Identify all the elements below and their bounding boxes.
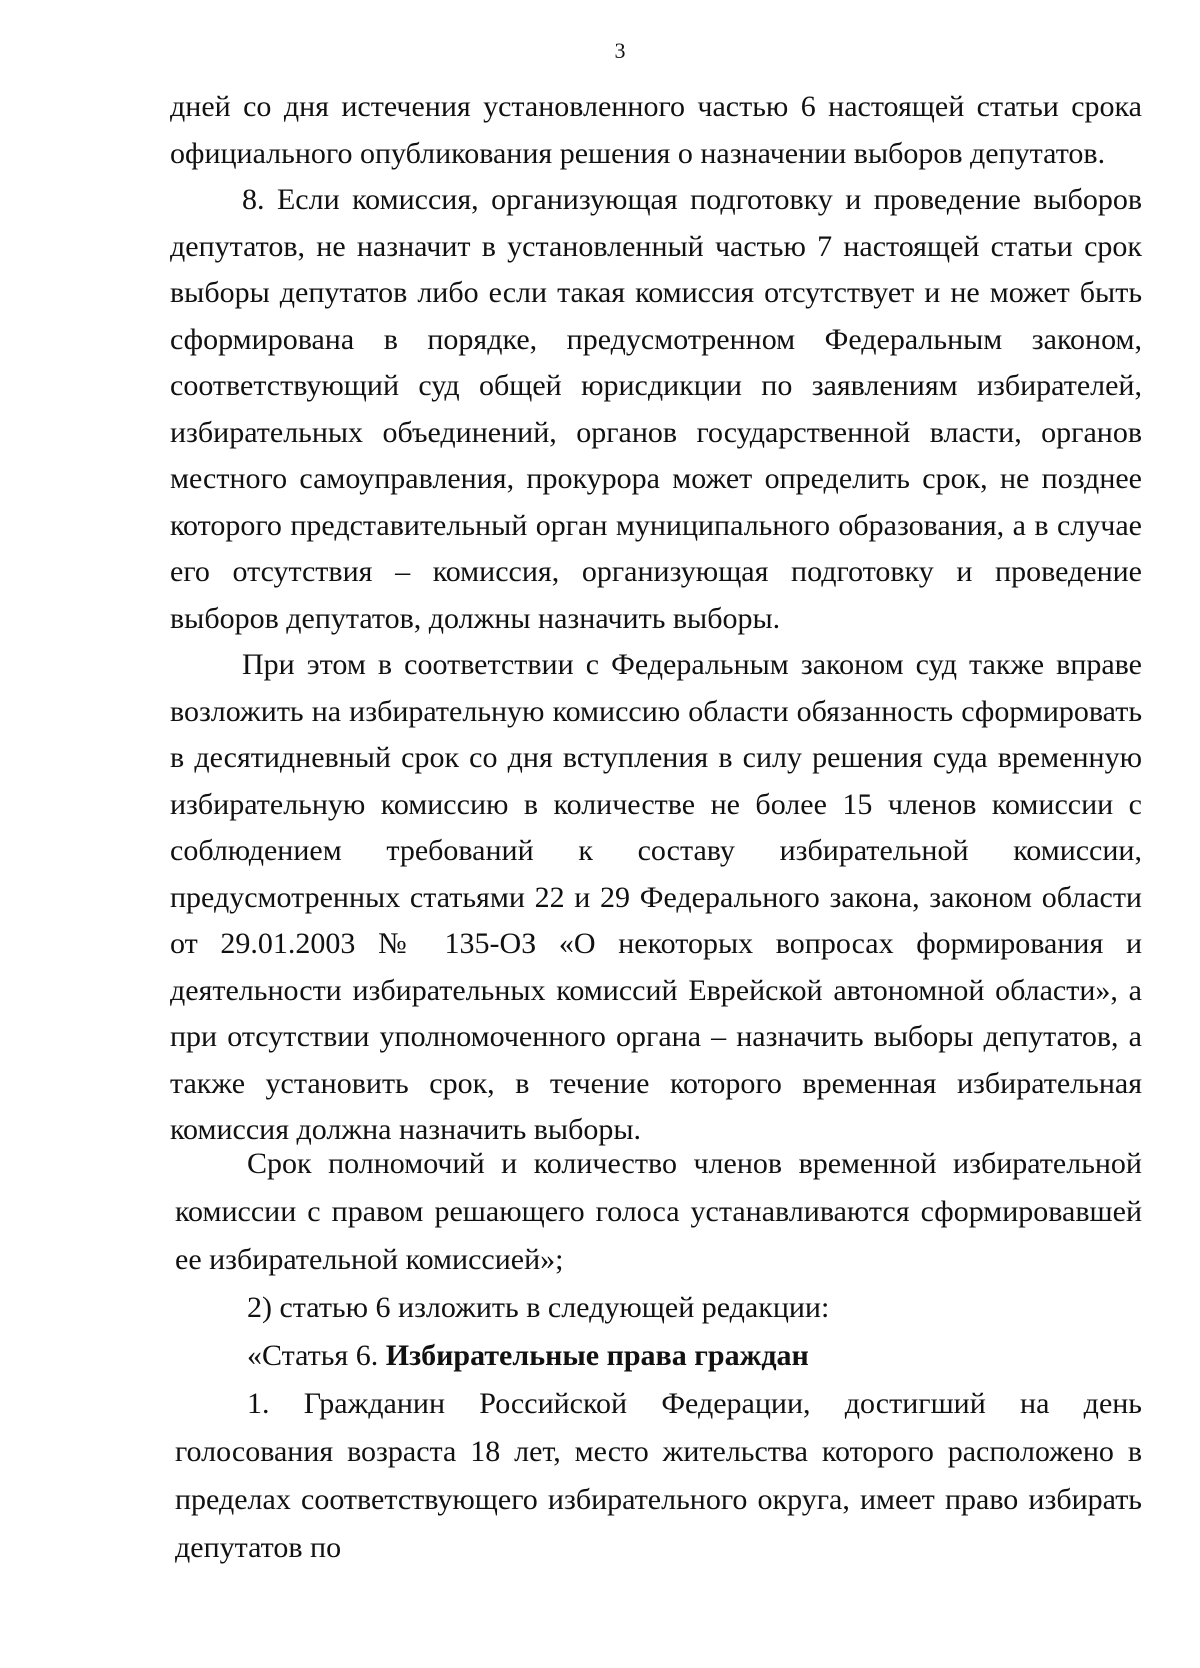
article-6-number: «Статья 6.	[247, 1339, 386, 1372]
paragraph-amendment-article-6: 2) статью 6 изложить в следующей редакции:	[247, 1291, 830, 1324]
article-6-title: Избирательные права граждан	[385, 1339, 809, 1372]
document-body-upper	[170, 84, 1142, 1154]
paragraph-continuation: дней со дня истечения установленного частью 6 настоящей статьи срока официального опубликования решения о назначении выборов депутатов.	[170, 90, 1142, 170]
article-6-heading	[175, 1332, 1142, 1380]
page-number: 3	[614, 38, 626, 63]
paragraph-term-of-office: Срок полномочий и количество членов временной избирательной комиссии с правом решающего голоса устанавливаются сформировавшей ее избирательной комиссией»;	[175, 1147, 1142, 1276]
paragraph-court-powers: При этом в соответствии с Федеральным законом суд также вправе возложить на избирательную комиссию области обязанность сформировать в десятидневный срок со дня вступления в силу решения суда временную избирательную комиссию в количестве не более 15 членов комиссии с соблюдением требований к составу избирательной комиссии, предусмотренных статьями 22 и 29 Федерального закона, законом области от 29.01.2003 № 135-ОЗ «О некоторых вопросах формирования и деятельности избирательных комиссий Еврейской автономной области», а при отсутствии уполномоченного органа – назначить выборы депутатов, а также установить срок, в течение которого временная избирательная комиссия должна назначить выборы.	[170, 648, 1142, 1146]
paragraph-item-8: 8. Если комиссия, организующая подготовку и проведение выборов депутатов, не назначит в установленный частью 7 настоящей статьи срок выборы депутатов либо если такая комиссия отсутствует и не может быть сформирована в порядке, предусмотренном Федеральным законом, соответствующий суд общей юрисдикции по заявлениям избирателей, избирательных объединений, органов государственной власти, органов местного самоуправления, прокурора может определить срок, не позднее которого представительный орган муниципального образования, а в случае его отсутствия – комиссия, организующая подготовку и проведение выборов депутатов, должны назначить выборы.	[170, 183, 1142, 635]
document-body-lower	[175, 1140, 1142, 1572]
paragraph-article-6-item-1: 1. Гражданин Российской Федерации, достигший на день голосования возраста 18 лет, место жительства которого расположено в пределах соответствующего избирательного округа, имеет право избирать депутатов по	[175, 1387, 1142, 1564]
